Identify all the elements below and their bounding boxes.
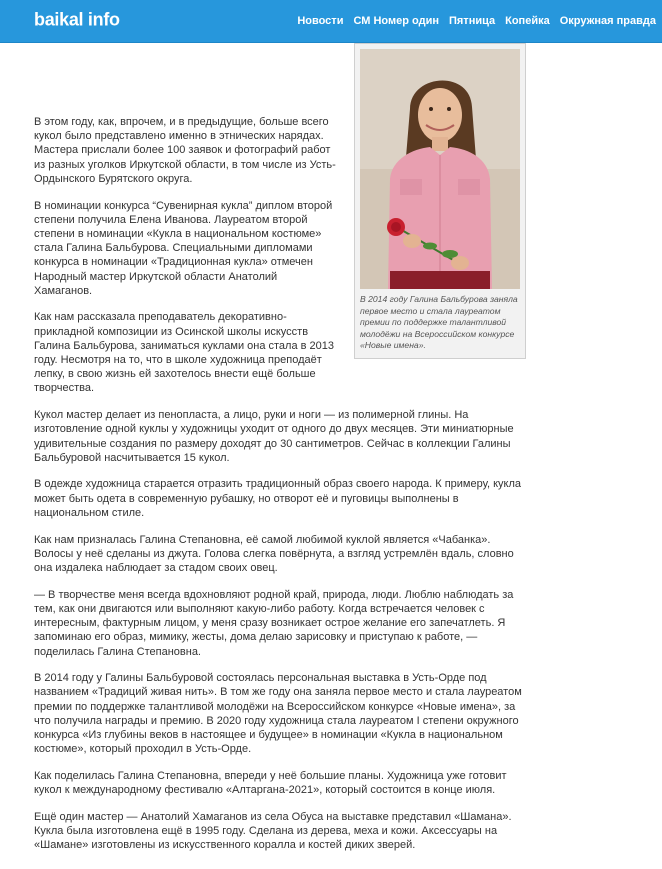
article-paragraph: Как поделилась Галина Степановна, впереди у неё большие планы. Художница уже готовит кукол к международному фестивалю «Алтаргана-2021», который состоится в конце июля.	[34, 769, 507, 797]
article-paragraph: Как нам рассказала преподаватель декоративно-прикладной композиции из Осинской школы искусств Галина Бальбурова, заниматься куклами она стала в 2013 году. Несмотря на то, что в школе художница преподаёт лепку, в свою жизнь ей захотелось внести ещё больше творчества.	[34, 311, 335, 395]
nav-link-pyatnitsa[interactable]: Пятница	[448, 15, 496, 27]
portrait-photo[interactable]	[360, 49, 520, 289]
photo-caption: В 2014 году Галина Бальбурова заняла первое место и стала лауреатом премии по поддержке талантливой молодёжи на Всероссийском конкурсе «Новые имена».	[360, 294, 518, 350]
main-nav	[287, 15, 656, 27]
site-header	[0, 0, 662, 43]
article-paragraph: — В творчестве меня всегда вдохновляют родной край, природа, люди. Люблю наблюдать за тем, как они двигаются или выполняют какую-либо работу. Когда встречается человек с интересным, фактурным лицом, у меня сразу возникает острое желание его запечатлеть. Я запоминаю его образ, мимику, жесты, дома делаю зарисовку и приступаю к работе, — поделилась Галина Степановна.	[34, 588, 514, 658]
nav-link-news[interactable]: Новости	[297, 15, 344, 27]
nav-link-sm-nomer-odin[interactable]: СМ Номер один	[353, 15, 439, 27]
portrait-illustration	[360, 49, 520, 289]
article-figure	[354, 43, 526, 359]
article-paragraph: Как нам призналась Галина Степановна, её самой любимой куклой является «Чабанка». Волосы у неё сделаны из джута. Голова слегка повёрнута, а взгляд устремлён вдаль, словно она издалека наблюдает за стадом своих овец.	[34, 533, 514, 574]
article-paragraph: В одежде художница старается отразить традиционный образ своего народа. К примеру, кукла может быть одета в современную рубашку, но отворот её и пуговицы выполнены в национальном стиле.	[34, 478, 522, 519]
article-paragraph: В 2014 году у Галины Бальбуровой состоялась персональная выставка в Усть-Орде под названием «Традиций живая нить». В том же году она заняла первое место и стала лауреатом премии по поддержке талантливой молодёжи на Всероссийском конкурсе «Новые имена», за что получила награды и премию. В 2020 году художница стала лауреатом I степени окружного конкурса «Из глубины веков в настоящее и будущее» в номинации «Кукла в национальном костюме», который проходил в Усть-Орде.	[34, 672, 522, 756]
site-logo[interactable]: baikal info	[34, 8, 120, 30]
nav-link-kopeyka[interactable]: Копейка	[505, 15, 550, 27]
article-paragraph: Кукол мастер делает из пенопласта, а лицо, руки и ноги — из полимерной глины. На изготовление одной куклы у художницы уходит от одного до двух месяцев. Эти миниатюрные удивительные создания по размеру доходят до 30 сантиметров. Сейчас в коллекции Галины Бальбуровой насчитывается 15 кукол.	[34, 409, 514, 464]
article-paragraph: В этом году, как, впрочем, и в предыдущие, больше всего кукол было представлено именно в этнических нарядах. Мастера прислали более 100 заявок и фотографий работ из разных уголков Иркутской области, в том числе из Усть-Ордынского Бурятского округа.	[34, 116, 336, 185]
article-body	[34, 115, 526, 865]
article-paragraph: В номинации конкурса “Сувенирная кукла” диплом второй степени получила Елена Иванова. Лауреатом второй степени в номинации «Кукла в национальном костюме» стала Галина Бальбурова. Специальными дипломами конкурса в номинации «Традиционная кукла» отмечен Народный мастер Иркутской области Анатолий Хамаганов.	[34, 199, 333, 297]
article-paragraph: Ещё один мастер — Анатолий Хамаганов из села Обуса на выставке представил «Шамана». Кукла была изготовлена ещё в 1995 году. Сделана из дерева, меха и кожи. Аксессуары на «Шамане» изготовлены из искусственного коралла и костей диких зверей.	[34, 810, 512, 852]
nav-link-okruzhnaya-pravda[interactable]: Окружная правда	[559, 15, 656, 27]
